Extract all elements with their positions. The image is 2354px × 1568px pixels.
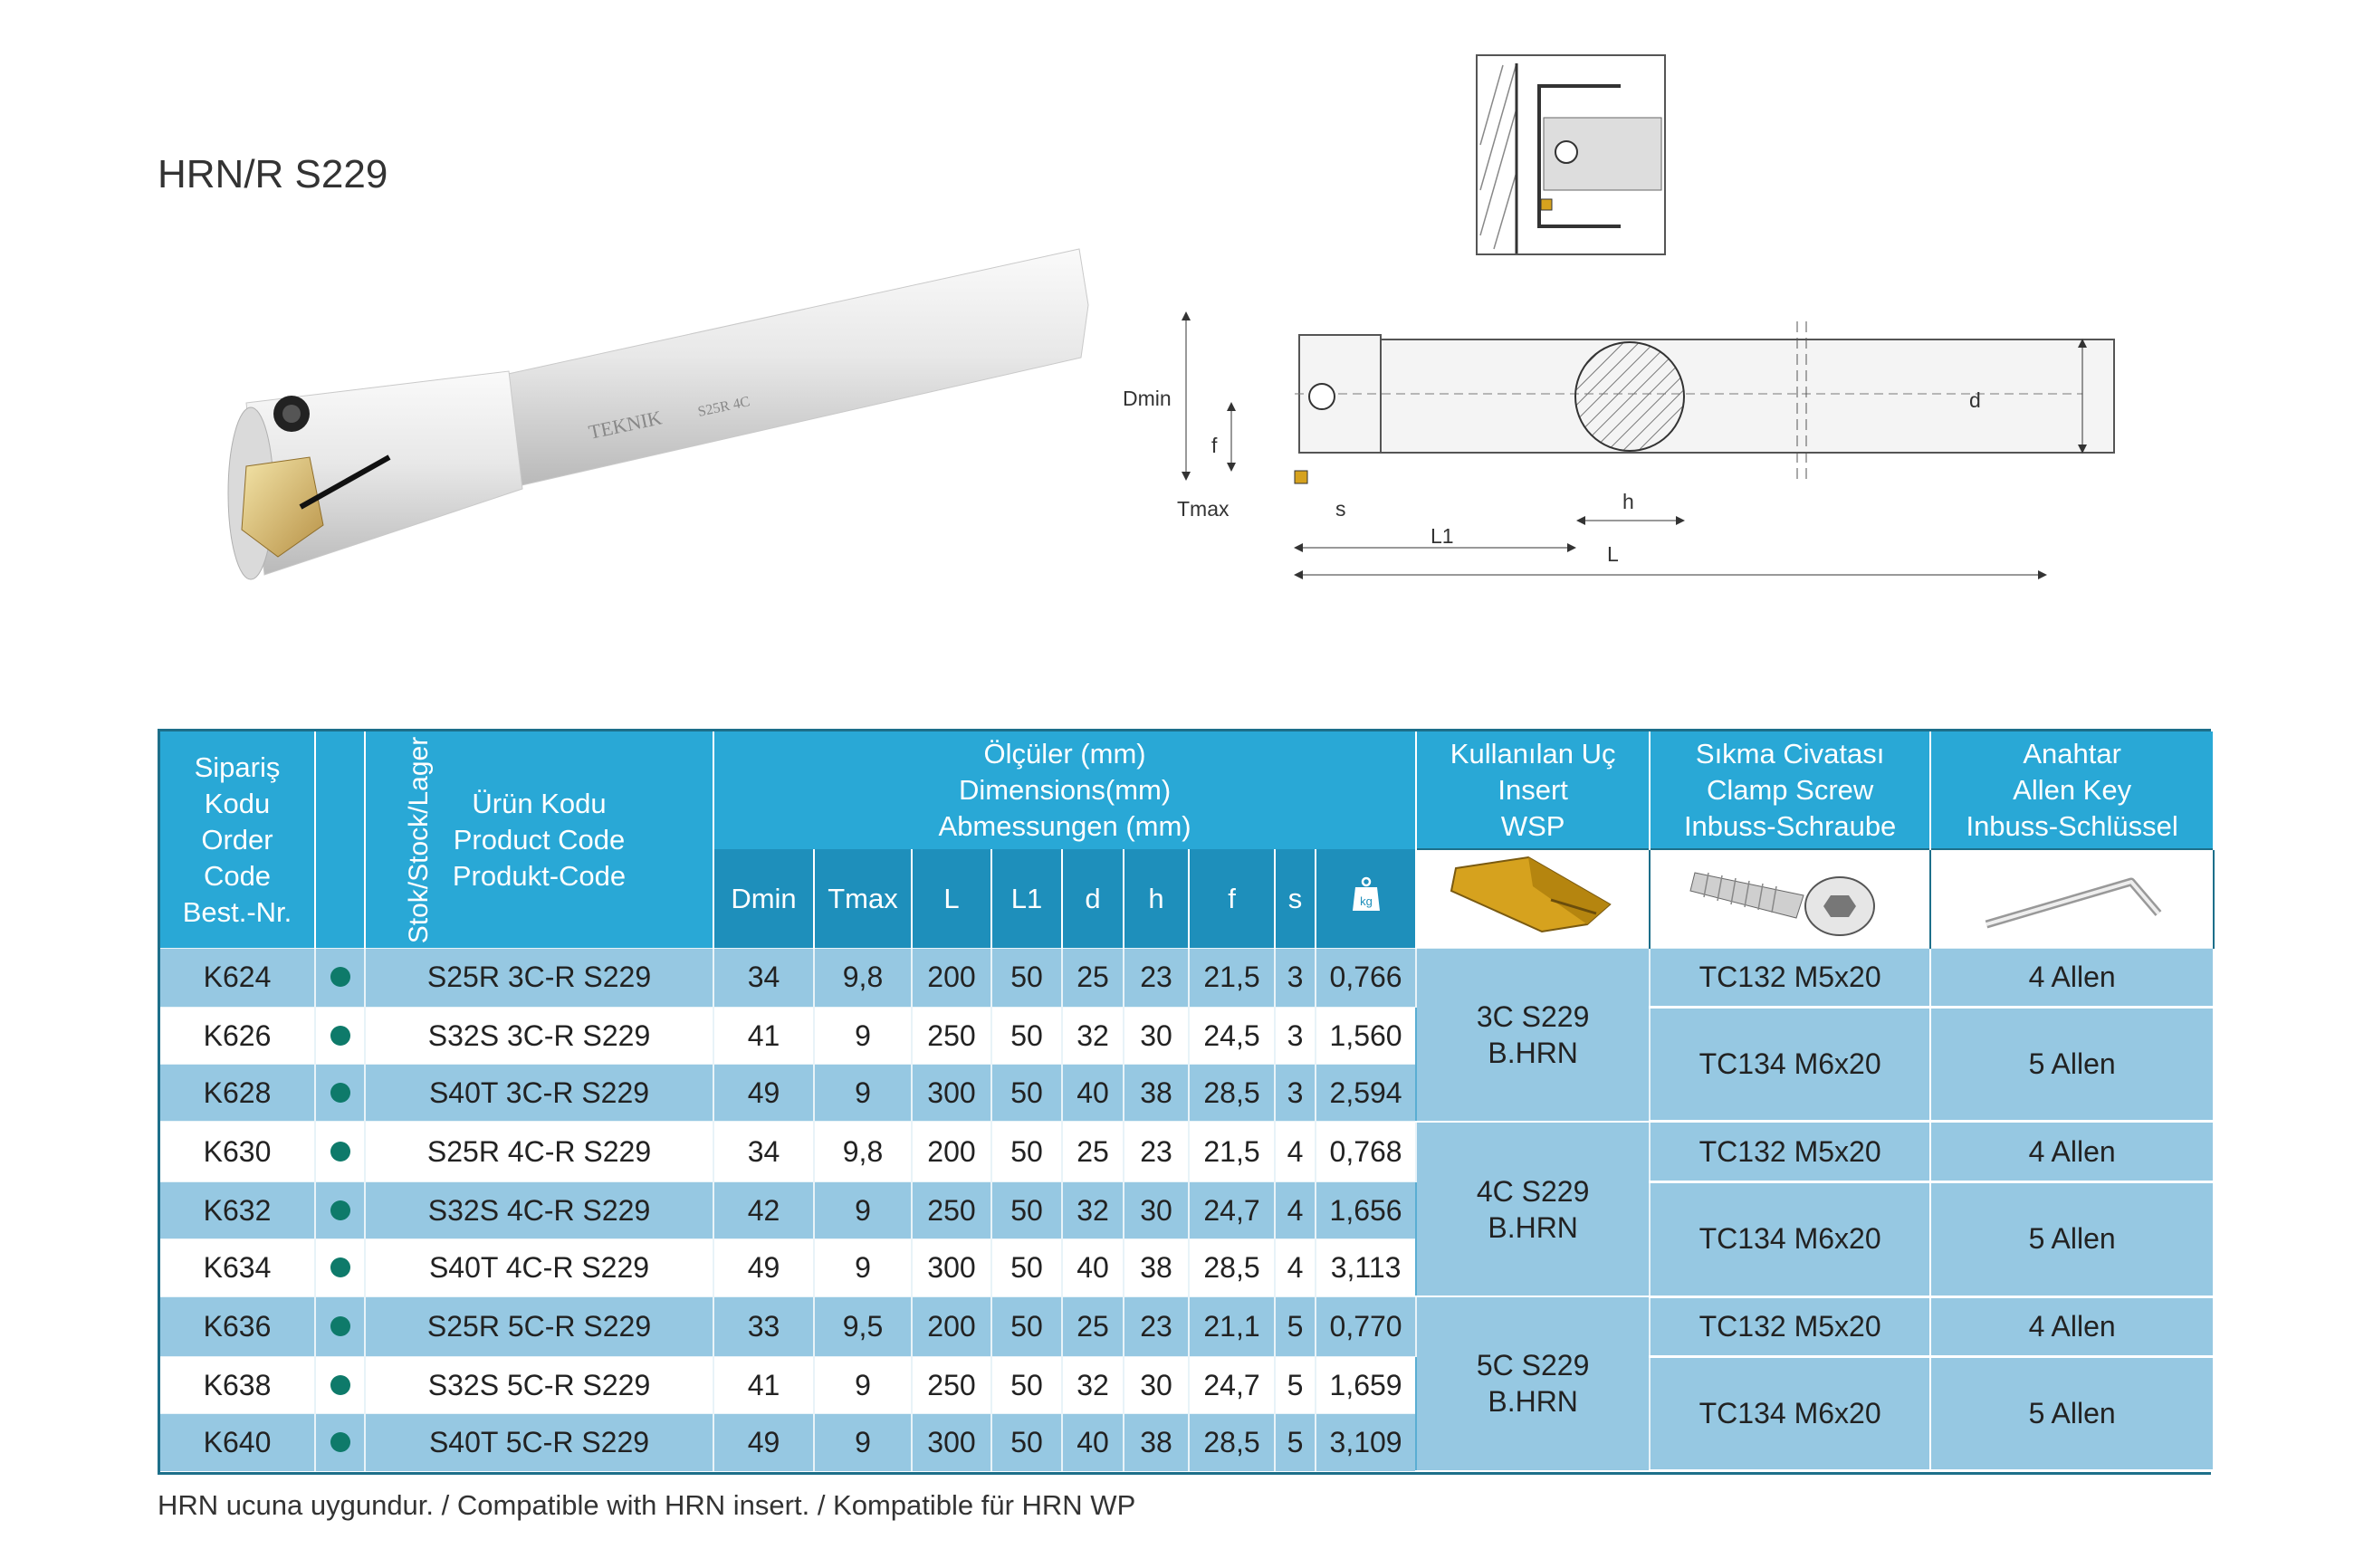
- allen-key-icon: [1968, 850, 2177, 941]
- label-tmax: Tmax: [1177, 497, 1230, 521]
- col-s: s: [1275, 849, 1316, 949]
- tool-holder-photo: [210, 249, 1106, 647]
- screw-cell: TC132 M5x20: [1650, 1296, 1930, 1357]
- screw-cell: TC132 M5x20: [1650, 1122, 1930, 1182]
- screw-cell: TC134 M6x20: [1650, 1182, 1930, 1297]
- stock-dot: [330, 1083, 350, 1103]
- table-row[interactable]: K628 S40T 3C-R S229 49 9 300 50 40 38 28,5 3 2,594: [160, 1065, 2214, 1122]
- stock-dot: [330, 1200, 350, 1220]
- table-row[interactable]: K630 S25R 4C-R S229 34 9,8 200 50 25 23 21,5 4 0,768 4C S229 B.HRN TC132 M5x20 4 Allen: [160, 1122, 2214, 1182]
- table-row[interactable]: K634 S40T 4C-R S229 49 9 300 50 40 38 28,5 4 3,113: [160, 1239, 2214, 1296]
- stock-dot: [330, 1142, 350, 1162]
- header-product-code: Ürün Kodu Product Code Produkt-Code: [365, 731, 713, 949]
- col-dmin: Dmin: [713, 849, 814, 949]
- stock-dot: [330, 1026, 350, 1046]
- stock-dot: [330, 1257, 350, 1277]
- header-stock: Stok/Stock/Lager: [315, 731, 365, 949]
- key-cell: 4 Allen: [1930, 1122, 2214, 1182]
- header-allen-key: Anahtar Allen Key Inbuss-Schlüssel: [1930, 731, 2214, 849]
- insert-image-cell: [1416, 849, 1650, 949]
- key-image-cell: [1930, 849, 2214, 949]
- label-l: L: [1607, 542, 1619, 566]
- label-d: d: [1969, 388, 1981, 412]
- col-f: f: [1189, 849, 1275, 949]
- table-row[interactable]: K632 S32S 4C-R S229 42 9 250 50 32 30 24,7 4 1,656 TC134 M6x20 5 Allen: [160, 1182, 2214, 1239]
- label-f: f: [1211, 434, 1218, 457]
- header-clamp-screw: Sıkma Civatası Clamp Screw Inbuss-Schraube: [1650, 731, 1930, 849]
- col-l1: L1: [991, 849, 1062, 949]
- insert-cell: 3C S229 B.HRN: [1416, 949, 1650, 1122]
- svg-text:kg: kg: [1359, 894, 1373, 908]
- table-row[interactable]: K638 S32S 5C-R S229 41 9 250 50 32 30 24,7 5 1,659 TC134 M6x20 5 Allen: [160, 1357, 2214, 1414]
- col-tmax: Tmax: [814, 849, 912, 949]
- stock-dot: [330, 1316, 350, 1336]
- screw-cell: TC132 M5x20: [1650, 949, 1930, 1008]
- footer-note: HRN ucuna uygundur. / Compatible with HRN insert. / Kompatible für HRN WP: [158, 1489, 1136, 1521]
- table-row[interactable]: K626 S32S 3C-R S229 41 9 250 50 32 30 24,5 3 1,560 TC134 M6x20 5 Allen: [160, 1007, 2214, 1064]
- insert-cell: 5C S229 B.HRN: [1416, 1296, 1650, 1470]
- col-h: h: [1124, 849, 1189, 949]
- technical-drawing: [1114, 299, 1983, 598]
- table-row[interactable]: K640 S40T 5C-R S229 49 9 300 50 40 38 28,5 5 3,109: [160, 1414, 2214, 1471]
- table-row[interactable]: K636 S25R 5C-R S229 33 9,5 200 50 25 23 21,1 5 0,770 5C S229 B.HRN TC132 M5x20 4 Allen: [160, 1296, 2214, 1357]
- col-l: L: [912, 849, 991, 949]
- label-l1: L1: [1431, 524, 1454, 548]
- key-cell: 5 Allen: [1930, 1007, 2214, 1122]
- header-insert: Kullanılan Uç Insert WSP: [1416, 731, 1650, 849]
- photo-brand-text: TEKNIK: [586, 406, 665, 444]
- weight-icon: [1351, 876, 1382, 913]
- header-order-code: Sipariş Kodu Order Code Best.-Nr.: [160, 731, 315, 949]
- screw-icon: [1686, 850, 1894, 941]
- key-cell: 5 Allen: [1930, 1357, 2214, 1471]
- key-cell: 4 Allen: [1930, 1296, 2214, 1357]
- photo-marking-text: S25R 4C: [696, 394, 751, 420]
- stock-dot: [330, 1432, 350, 1452]
- stock-dot: [330, 1375, 350, 1395]
- key-cell: 4 Allen: [1930, 949, 2214, 1008]
- stock-dot: [330, 967, 350, 987]
- screw-cell: TC134 M6x20: [1650, 1007, 1930, 1122]
- usage-sketch: [1476, 54, 1666, 255]
- screw-image-cell: [1650, 849, 1930, 949]
- insert-cell: 4C S229 B.HRN: [1416, 1122, 1650, 1296]
- page-title: HRN/R S229: [158, 152, 388, 196]
- col-d: d: [1062, 849, 1124, 949]
- table-row[interactable]: K624 S25R 3C-R S229 34 9,8 200 50 25 23 21,5 3 0,766 3C S229 B.HRN TC132 M5x20 4 Allen: [160, 949, 2214, 1008]
- insert-icon: [1442, 850, 1623, 941]
- col-weight: [1316, 849, 1416, 949]
- header-dimensions: Ölçüler (mm) Dimensions(mm) Abmessungen (mm): [713, 731, 1416, 849]
- label-h: h: [1622, 490, 1634, 513]
- label-dmin: Dmin: [1123, 387, 1172, 410]
- screw-cell: TC134 M6x20: [1650, 1357, 1930, 1471]
- key-cell: 5 Allen: [1930, 1182, 2214, 1297]
- label-s: s: [1335, 497, 1346, 521]
- product-table: [158, 729, 2211, 1475]
